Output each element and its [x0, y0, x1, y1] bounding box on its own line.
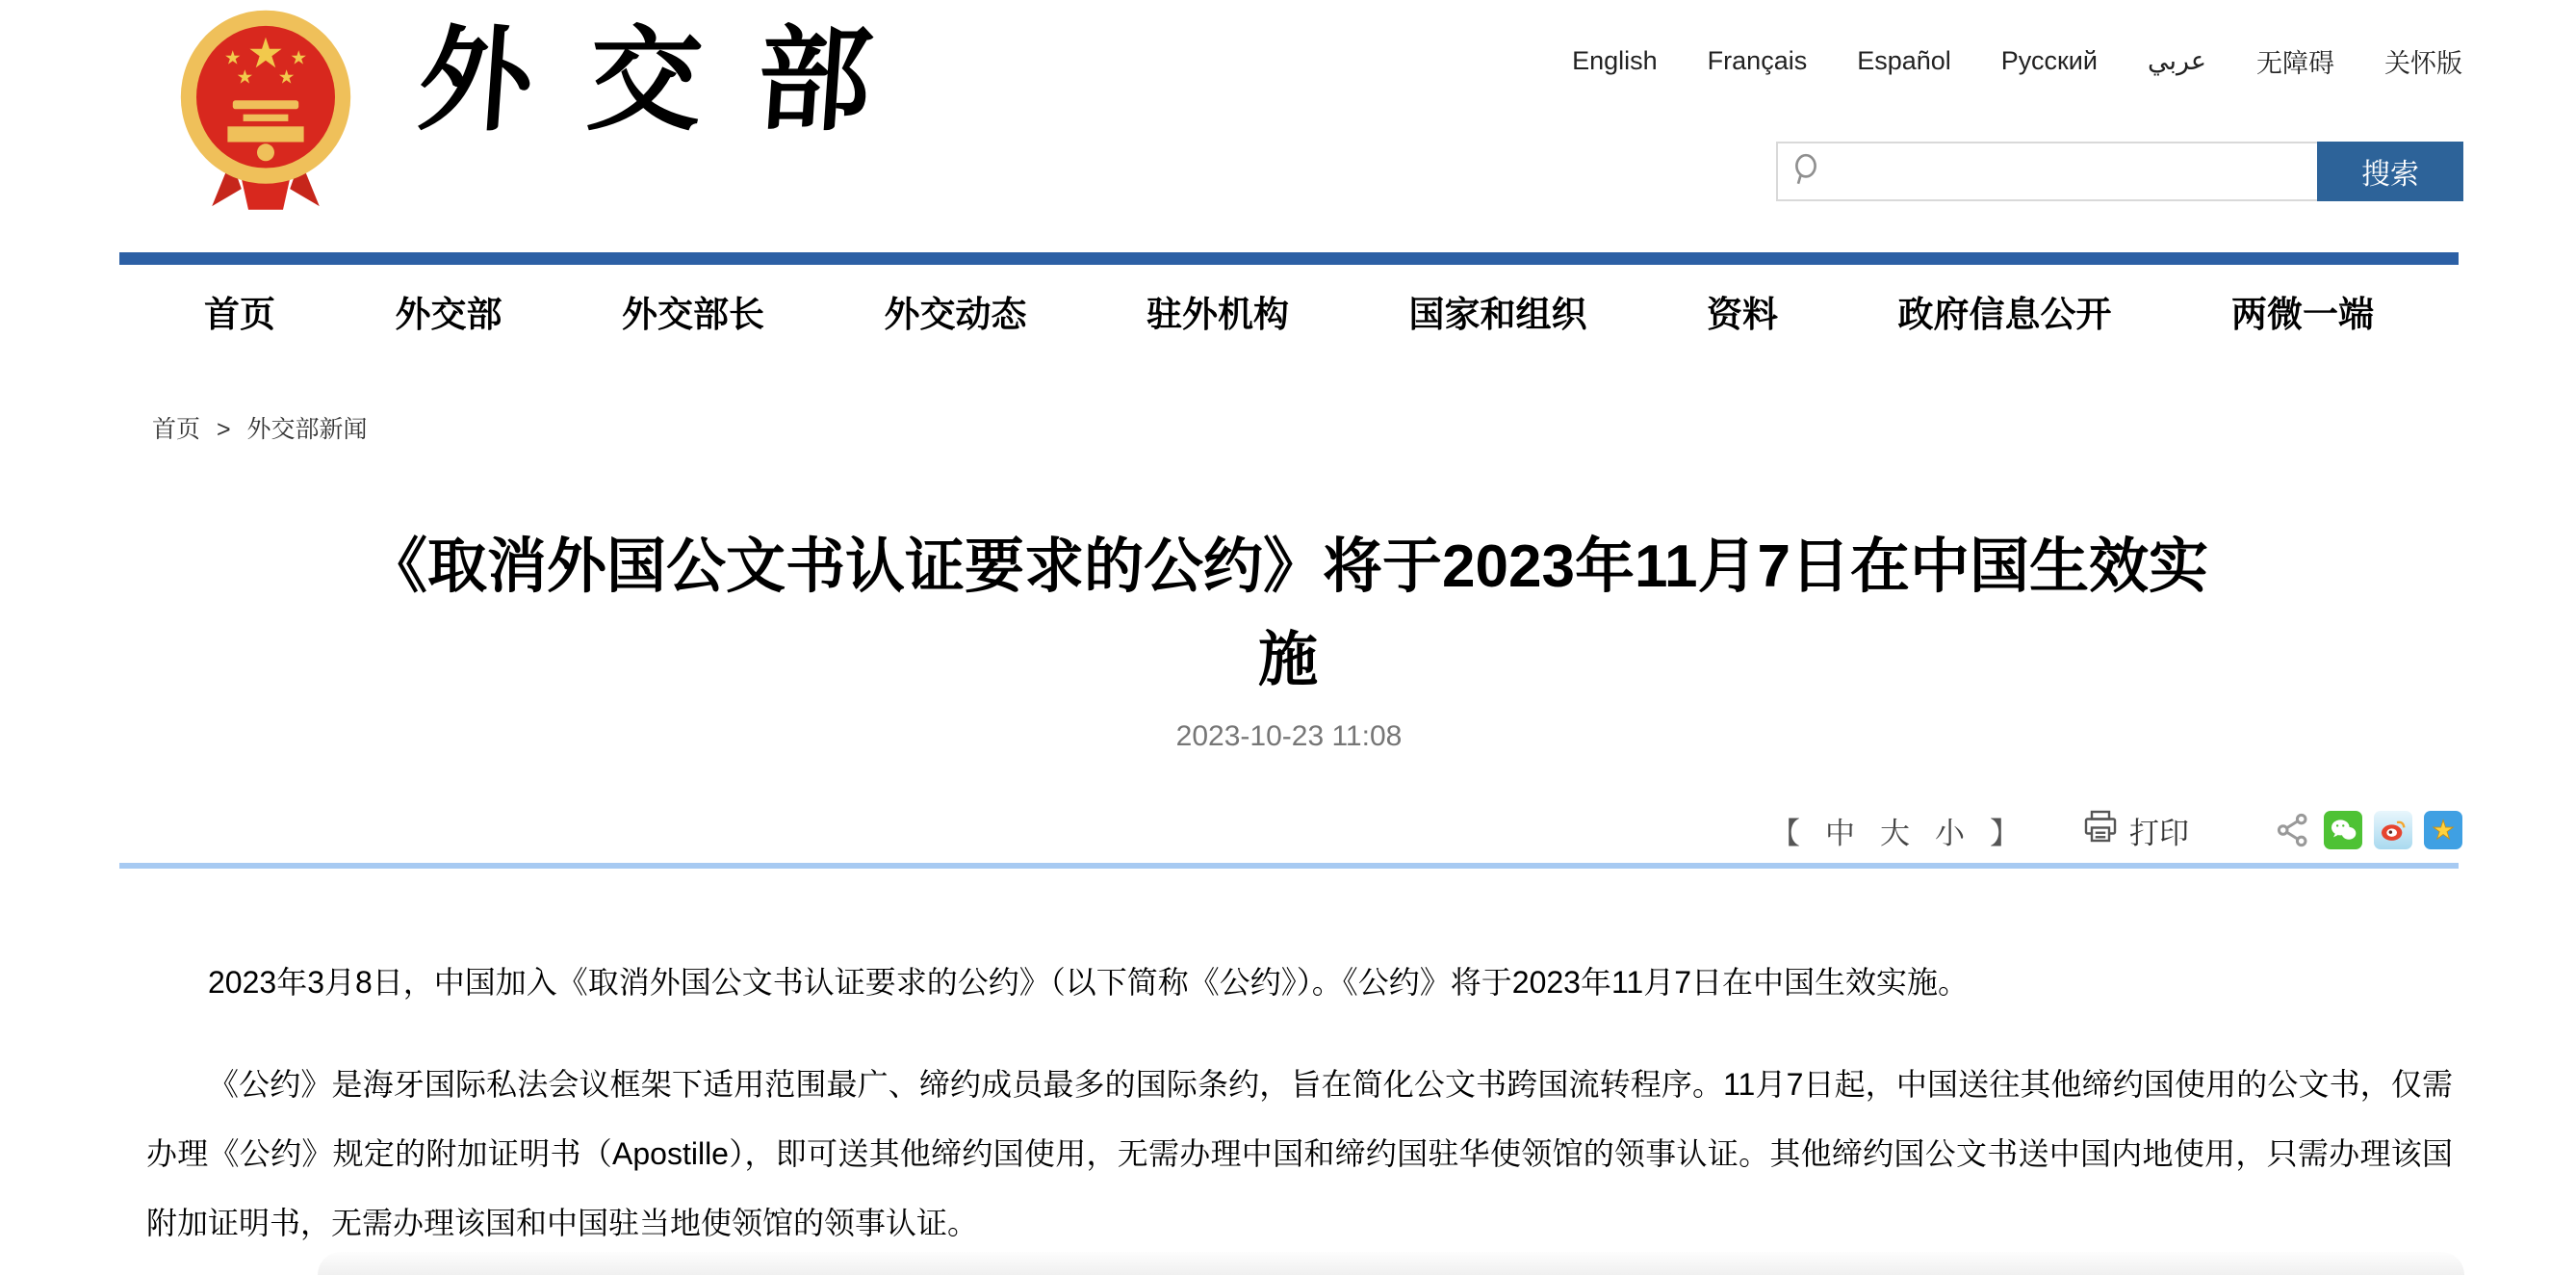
ministry-calligraphy-wordmark: 外交部: [414, 13, 933, 146]
search-button[interactable]: 搜索: [2317, 142, 2463, 201]
print-label: 打印: [2129, 816, 2189, 850]
lang-accessible-version[interactable]: 无障碍: [2256, 49, 2334, 78]
lang-english[interactable]: English: [1572, 46, 1658, 75]
bracket-open: 【: [1770, 816, 1800, 850]
site-logo[interactable]: [179, 10, 352, 219]
svg-text:★: ★: [290, 47, 308, 69]
nav-item-foreign-minister[interactable]: 外交部长: [622, 295, 764, 334]
nav-item-gov-info-disclosure[interactable]: 政府信息公开: [1897, 295, 2112, 334]
qzone-share-icon[interactable]: [2424, 811, 2462, 849]
breadcrumb-separator: >: [216, 416, 231, 443]
breadcrumb: [152, 410, 368, 445]
nav-item-missions-abroad[interactable]: 驻外机构: [1146, 295, 1289, 334]
article-paragraph: 2023年3月8日，中国加入《取消外国公文书认证要求的公约》（以下简称《公约》）。《公约》将于2023年11月7日在中国生效实施。: [208, 965, 1969, 1000]
svg-text:★: ★: [2431, 816, 2456, 846]
svg-text:★: ★: [223, 47, 242, 69]
article-body: [146, 948, 2453, 1275]
article-media-top-edge: [318, 1252, 2464, 1275]
nav-item-resources[interactable]: 资料: [1707, 295, 1778, 334]
font-size-large-button[interactable]: 大: [1880, 816, 1910, 850]
lang-french[interactable]: Français: [1707, 46, 1808, 75]
wechat-share-icon[interactable]: [2324, 811, 2362, 849]
nav-item-ministry[interactable]: 外交部: [395, 295, 502, 334]
article-datetime: 2023-10-23 11:08: [1175, 720, 1403, 752]
nav-item-wechat-weibo-app[interactable]: 两微一端: [2231, 295, 2374, 334]
content-divider: [119, 863, 2459, 869]
nav-item-countries-organizations[interactable]: 国家和组织: [1408, 295, 1587, 334]
share-buttons: [2274, 811, 2462, 849]
breadcrumb-current[interactable]: 外交部新闻: [246, 416, 368, 443]
main-navigation: [119, 285, 2459, 337]
bracket-close: 】: [1990, 816, 2020, 850]
svg-text:★: ★: [236, 66, 254, 89]
share-icon[interactable]: [2274, 811, 2312, 849]
nav-item-home[interactable]: 首页: [204, 295, 275, 334]
svg-text:★: ★: [246, 31, 285, 78]
article-paragraph: 《公约》是海牙国际私法会议框架下适用范围最广、缔约成员最多的国际条约，旨在简化公文书跨国流转程序。11月7日起，中国送往其他缔约国使用的公文书，仅需办理《公约》规定的附加证明书（Apostille），即可送其他缔约国使用，无需办理中国和缔约国驻华使领馆的领事认证。其他缔约国公文书送中国内地使用，只需办理该国附加证明书，无需办理该国和中国驻当地使领馆的领事认证。: [146, 1067, 2453, 1240]
nav-accent-bar: [119, 252, 2459, 265]
printer-icon: [2083, 810, 2118, 850]
weibo-share-icon[interactable]: [2374, 811, 2412, 849]
breadcrumb-home[interactable]: 首页: [152, 416, 201, 443]
nav-item-diplomatic-activities[interactable]: 外交动态: [884, 295, 1027, 334]
article-toolbar: [1770, 807, 2462, 853]
font-size-medium-button[interactable]: 中: [1825, 816, 1855, 850]
search-bar: [1776, 142, 2463, 201]
print-button[interactable]: [2083, 809, 2189, 852]
article-title: 《取消外国公文书认证要求的公约》将于2023年11月7日在中国生效实施: [368, 533, 2208, 693]
search-input[interactable]: [1820, 143, 2317, 199]
font-size-small-button[interactable]: 小: [1935, 816, 1965, 850]
font-size-control: [1770, 809, 2020, 852]
lang-spanish[interactable]: Español: [1857, 46, 1951, 75]
national-emblem-icon: [179, 10, 352, 219]
search-icon: [1791, 153, 1820, 191]
lang-arabic[interactable]: عربي: [2147, 46, 2206, 75]
language-switcher: [1572, 42, 2462, 80]
lang-russian[interactable]: Русский: [2000, 46, 2098, 75]
lang-care-version[interactable]: 关怀版: [2384, 49, 2462, 78]
svg-text:★: ★: [277, 66, 296, 89]
